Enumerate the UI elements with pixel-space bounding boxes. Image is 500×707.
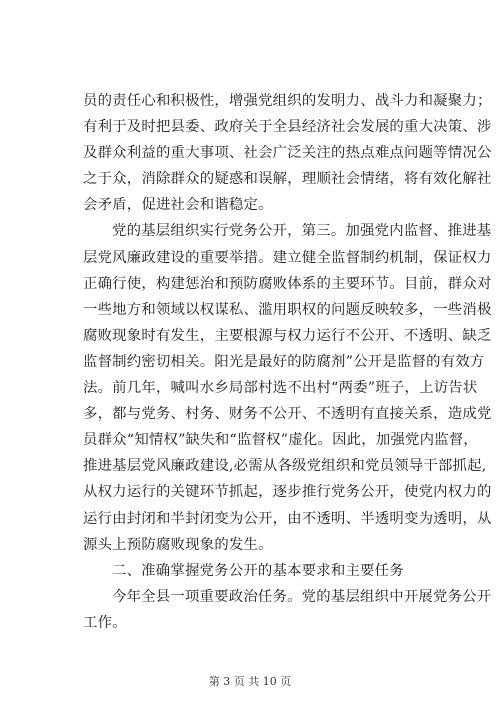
text-line: 一些地方和领域以权谋私、滥用职权的问题反映较多，一些消极: [83, 301, 492, 318]
text-line: 多，都与党务、村务、财务不公开、不透明有直接关系，造成党: [83, 406, 492, 423]
text-line: 正确行使，构建惩治和预防腐败体系的主要环节。目前，群众对: [83, 275, 492, 292]
text-line: 有利于及时把县委、政府关于全县经济社会发展的重大决策、涉: [83, 119, 492, 136]
text-line: 监督制约密切相关。阳光是最好的防腐剂”公开是监督的有效方: [83, 353, 485, 370]
text-line: 推进基层党风廉政建设,必需从各级党组织和党员领导干部抓起,: [83, 458, 487, 475]
text-line: 员的责任心和积极性，增强党组织的发明力、战斗力和凝聚力；: [83, 93, 492, 109]
text-line: 从权力运行的关键环节抓起，逐步推行党务公开，使党内权力的: [83, 484, 492, 501]
page-footer: 第 3 页 共 10 页: [208, 675, 292, 688]
text-line: 源头上预防腐败现象的发生。: [83, 536, 273, 553]
text-line: 员群众“知情权”缺失和“监督权”虚化。因此，加强党内监督，: [83, 432, 478, 449]
text-line: 腐败现象时有发生，主要根源与权力运行不公开、不透明、缺乏: [83, 327, 492, 344]
text-line: 法。前几年，喊叫水乡局部村选不出村“两委”班子，上访告状: [83, 380, 478, 397]
text-line: 及群众利益的重大事项、社会广泛关注的热点难点问题等情况公: [83, 145, 492, 162]
text-line: 层党风廉政建设的重要举措。建立健全监督制约机制，保证权力: [83, 249, 492, 266]
text-line: 党的基层组织实行党务公开，第三。加强党内监督、推进基: [112, 223, 492, 240]
document-body: [83, 88, 492, 636]
text-line: 今年全县一项重要政治任务。党的基层组织中开展党务公开: [112, 588, 492, 605]
text-line: 之于众，消除群众的疑惑和误解，理顺社会情绪，将有效化解社: [83, 171, 492, 188]
section-heading: 二、准确掌握党务公开的基本要求和主要任务: [112, 562, 404, 579]
text-line: 工作。: [83, 614, 127, 631]
text-line: 运行由封闭和半封闭变为公开，由不透明、半透明变为透明，从: [83, 510, 492, 527]
text-line: 会矛盾，促进社会和谐稳定。: [83, 197, 273, 214]
